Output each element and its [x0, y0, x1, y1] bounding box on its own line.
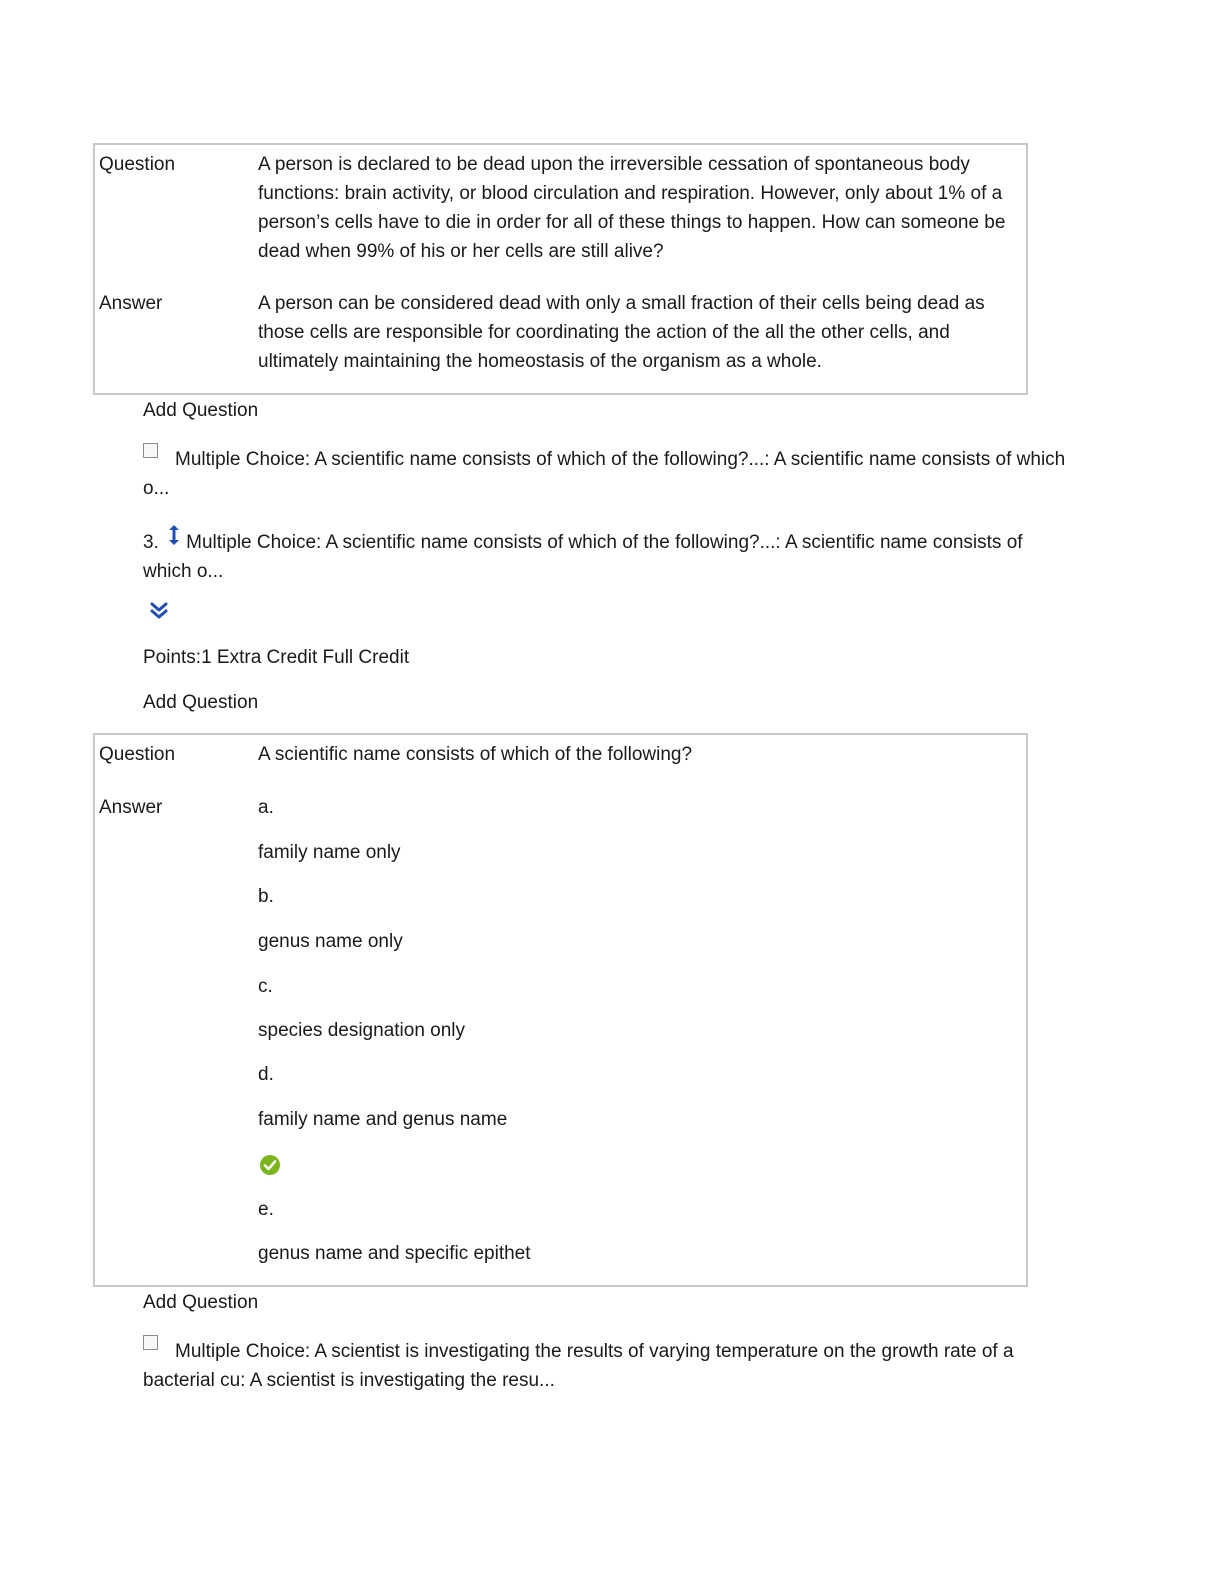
select-checkbox[interactable]	[143, 1335, 158, 1350]
reorder-arrows-icon[interactable]	[168, 524, 184, 555]
add-question-link-1[interactable]: Add Question	[143, 400, 259, 421]
question-label: Question	[99, 744, 176, 765]
question-label: Question	[99, 154, 176, 175]
question-list-item-4[interactable]	[143, 1335, 1078, 1395]
option-letter-d: d.	[258, 1064, 274, 1085]
add-question-link-2[interactable]: Add Question	[143, 692, 259, 713]
option-text-b: genus name only	[258, 931, 403, 952]
expand-chevron-icon[interactable]	[150, 601, 168, 621]
question-summary-text: Multiple Choice: A scientific name consists of which of the following?...: A scientific name consists of which o...	[143, 532, 1023, 582]
question-list-item-3	[143, 524, 1063, 586]
option-text-e: genus name and specific epithet	[258, 1243, 531, 1264]
points-info: Points:1 Extra Credit Full Credit	[143, 647, 410, 668]
question-block-2	[93, 733, 1028, 1287]
option-text-a: family name only	[258, 842, 401, 863]
option-letter-b: b.	[258, 886, 274, 907]
check-circle-icon	[259, 1154, 281, 1176]
option-letter-c: c.	[258, 976, 273, 997]
answer-label: Answer	[99, 293, 163, 314]
option-letter-e: e.	[258, 1199, 274, 1220]
question-text: A person is declared to be dead upon the irreversible cessation of spontaneous body functions: brain activity, or blood circulation and respiration. However, only about 1% of a person’s cells have to die in order for all of these things to happen. How can someone be dead when 99% of his or her cells are still alive?	[258, 154, 1006, 262]
option-text-d: family name and genus name	[258, 1109, 508, 1130]
answer-label: Answer	[99, 797, 163, 818]
select-checkbox[interactable]	[143, 443, 158, 458]
question-number: 3.	[143, 532, 159, 553]
question-list-item-2[interactable]	[143, 443, 1078, 503]
add-question-link-3[interactable]: Add Question	[143, 1292, 259, 1313]
question-summary-text: Multiple Choice: A scientific name consists of which of the following?...: A scientific name consists of which o...	[143, 449, 1066, 499]
answer-text: A person can be considered dead with only a small fraction of their cells being dead as those cells are responsible for coordinating the action of the all the other cells, and ultimately maintaining the homeostasis of the organism as a whole.	[258, 293, 985, 372]
option-text-c: species designation only	[258, 1020, 466, 1041]
question-summary-text: Multiple Choice: A scientist is investigating the results of varying temperature on the growth rate of a bacterial cu: A scientist is investigating the resu...	[143, 1341, 1014, 1391]
question-text: A scientific name consists of which of the following?	[258, 744, 693, 765]
question-block-1	[93, 143, 1028, 395]
option-letter-a: a.	[258, 797, 274, 818]
